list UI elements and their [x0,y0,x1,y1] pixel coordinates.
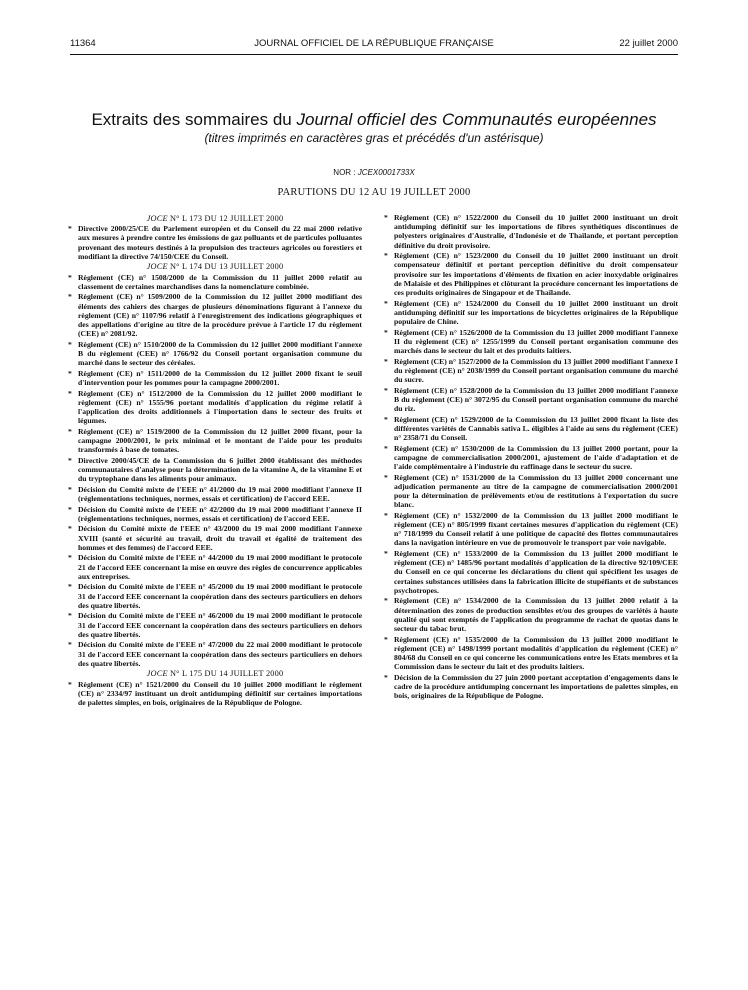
entry-text: Règlement (CE) n° 1510/2000 de la Commission du 12 juillet 2000 modifiant l'annexe B du règlement (CEE) n° 1766/92 du Conseil portant organisation commune du marché dans le secteur des céréales. [78,339,362,368]
entry-text: Règlement (CE) n° 1535/2000 de la Commission du 13 juillet 2000 modifiant le règlement (CE) n° 1498/1999 portant modalités d'application du règlement (CEE) n° 804/68 du Conseil en ce qui concerne les communications entre les Etats membres et la Commission dans le secteur du lait et des produits laitiers. [394,634,678,672]
entry-text: Règlement (CE) n° 1523/2000 du Conseil du 10 juillet 2000 instituant un droit compensateur définitif et portant perception définitive du droit compensateur provisoire sur les importations d'éléments de fixation en acier inoxydable originaires de Malaisie et des Philippines et clôturant la procédure concernant les importations de ces produits originaires de Singapour et de Thaïlande. [394,251,678,298]
page-header [70,38,678,54]
summary-entry [68,680,362,708]
title-prefix: Extraits des sommaires du [91,110,297,129]
asterisk-marker: * [384,251,388,261]
entry-text: Directive 2000/45/CE de la Commission du 6 juillet 2000 établissant des méthodes communautaires d'analyse pour la détermination de la vitamine A, de la vitamine E et du tryptophane dans les aliments pour animaux. [78,455,362,484]
joce-label: JOCE [146,262,168,272]
summary-entry [384,596,678,633]
asterisk-marker: * [68,582,72,592]
entry-text: Règlement (CE) n° 1529/2000 de la Commission du 13 juillet 2000 fixant la liste des différentes variétés de Cannabis sativa L. éligibles à l'aide au sens du règlement (CEE) n° 2358/71 du Conseil. [394,414,678,443]
summary-entry [384,444,678,472]
asterisk-marker: * [384,356,388,366]
asterisk-marker: * [384,634,388,644]
asterisk-marker: * [68,679,72,689]
asterisk-marker: * [68,504,72,514]
summary-entry [68,485,362,503]
asterisk-marker: * [68,224,72,234]
entry-text: Règlement (CE) n° 1524/2000 du Conseil du 10 juillet 2000 instituant un droit antidumping définitif sur les importations de bicyclettes originaires de la République populaire de Chine. [394,298,678,327]
summary-entry [384,386,678,414]
summary-entry [384,549,678,595]
summary-entry [68,505,362,523]
summary-entry [68,427,362,455]
asterisk-marker: * [68,524,72,534]
joce-section-heading [68,669,362,678]
asterisk-marker: * [68,272,72,282]
summary-entry [68,292,362,338]
asterisk-marker: * [384,298,388,308]
entry-text: Règlement (CE) n° 1528/2000 de la Commission du 13 juillet 2000 modifiant l'annexe B du règlement (CE) n° 3072/95 du Conseil portant organisation commune du marché du riz. [394,385,678,414]
journal-title: JOURNAL OFFICIEL DE LA RÉPUBLIQUE FRANÇAISE [254,38,494,49]
asterisk-marker: * [384,213,388,222]
summary-entry [68,611,362,639]
joce-issue: N° L 174 DU 13 JUILLET 2000 [167,262,284,272]
summary-entry [384,328,678,356]
summary-entry [68,273,362,291]
entry-text: Décision du Comité mixte de l'EEE n° 44/2000 du 19 mai 2000 modifiant le protocole 21 de l'accord EEE concernant la mise en œuvre des règles de concurrence applicables aux entreprises. [78,553,362,581]
title-italic: Journal officiel des Communautés européennes [296,110,657,129]
nor-code: JCEX0001733X [357,168,415,177]
asterisk-marker: * [68,368,72,378]
entry-text: Règlement (CE) n° 1527/2000 de la Commission du 13 juillet 2000 modifiant l'annexe I du règlement (CE) n° 2038/1999 du Conseil portant organisation commune du marché du sucre. [394,356,678,385]
page-subtitle: (titres imprimés en caractères gras et précédés d'un astérisque) [204,131,544,145]
asterisk-marker: * [384,596,388,606]
joce-issue: N° L 175 DU 14 JUILLET 2000 [167,669,284,679]
asterisk-marker: * [384,672,388,682]
asterisk-marker: * [68,553,72,563]
asterisk-marker: * [68,640,72,650]
summary-entry [384,473,678,510]
joce-label: JOCE [146,214,168,223]
entry-text: Décision du Comité mixte de l'EEE n° 47/2000 du 22 mai 2000 modifiant le protocole 31 de l'accord EEE concernant la coopération dans des secteurs particuliers en dehors des quatre libertés. [78,640,362,668]
right-column [384,213,678,702]
entry-text: Règlement (CE) n° 1530/2000 de la Commission du 13 juillet 2000 portant, pour la campagne de commercialisation 2000/2001, ajustement de l'aide d'adaptation et de l'aide complémentaire à l'industrie du raffinage dans le secteur du sucre. [394,443,678,472]
entry-text: Décision du Comité mixte de l'EEE n° 43/2000 du 19 mai 2000 modifiant l'annexe XVIII (santé et sécurité au travail, droit du travail et égalité de traitement des hommes et des femmes) de l'accord EEE. [78,524,362,552]
asterisk-marker: * [384,510,388,520]
asterisk-marker: * [68,292,72,302]
entry-text: Règlement (CE) n° 1532/2000 de la Commission du 13 juillet 2000 modifiant le règlement (CE) n° 805/1999 fixant certaines mesures d'application du règlement (CE) n° 718/1999 du Conseil relatif à une politique de capacité des flottes communautaires dans la navigation intérieure en vue de promouvoir le transport par voie navigable. [394,510,678,548]
entry-text: Règlement (CE) n° 1512/2000 de la Commission du 12 juillet 2000 modifiant le règlement (CE) n° 1555/96 portant modalités d'application du régime relatif à l'application des droits additionnels à l'importation dans le secteur des fruits et légumes. [78,388,362,426]
summary-entry [384,635,678,672]
entry-text: Règlement (CE) n° 1519/2000 de la Commission du 12 juillet 2000 fixant, pour la campagne 2000/2001, le prix minimal et le montant de l'aide pour les produits transformés à base de tomates. [78,426,362,455]
entry-text: Décision du Comité mixte de l'EEE n° 45/2000 du 19 mai 2000 modifiant le protocole 31 de l'accord EEE concernant la coopération dans des secteurs particuliers en dehors des quatre libertés. [78,582,362,610]
entry-text: Règlement (CE) n° 1521/2000 du Conseil du 10 juillet 2000 modifiant le règlement (CE) n° 2334/97 instituant un droit antidumping définitif sur certaines importations de palettes simples, en bois, originaires de la République de Pologne. [78,679,362,708]
asterisk-marker: * [68,484,72,494]
summary-entry [68,553,362,581]
asterisk-marker: * [384,549,388,559]
asterisk-marker: * [68,339,72,349]
summary-entry [68,582,362,610]
asterisk-marker: * [68,388,72,398]
summary-entry [384,415,678,443]
asterisk-marker: * [68,611,72,621]
summary-entry [384,213,678,250]
nor-label: NOR : [333,168,358,177]
left-column [68,213,362,709]
asterisk-marker: * [384,472,388,482]
summary-entry [384,251,678,297]
asterisk-marker: * [384,327,388,337]
joce-label: JOCE [146,669,168,679]
summary-entry [68,369,362,387]
entry-text: Règlement (CE) n° 1508/2000 de la Commission du 11 juillet 2000 relatif au classement de certaines marchandises dans la nomenclature combinée. [78,272,362,291]
entry-text: Règlement (CE) n° 1522/2000 du Conseil du 10 juillet 2000 instituant un droit antidumping définitif sur les importations de fibres synthétiques discontinues de polyesters originaires d'Australie, d'Indonésie et de Thaïlande, et portant perception définitive du droit provisoire. [394,213,678,250]
page-number: 11364 [70,38,96,49]
entry-text: Décision du Comité mixte de l'EEE n° 41/2000 du 19 mai 2000 modifiant l'annexe II (réglementations techniques, normes, essais et certification) de l'accord EEE. [78,484,362,504]
joce-section-heading [68,262,362,271]
entry-text: Directive 2000/25/CE du Parlement européen et du Conseil du 22 mai 2000 relative aux mesures à prendre contre les émissions de gaz polluants et de particules polluantes provenant des moteurs destinés à la propulsion des tracteurs agricoles ou forestiers et modifiant la directive 74/150/CEE du Conseil. [78,224,362,261]
issue-date: 22 juillet 2000 [619,38,678,49]
page-title [0,110,748,130]
asterisk-marker: * [68,455,72,465]
summary-entry [384,357,678,385]
summary-entry [68,340,362,368]
entry-text: Règlement (CE) n° 1533/2000 de la Commission du 13 juillet 2000 modifiant le règlement (CE) n° 1485/96 portant modalités d'application de la directive 92/109/CEE du Conseil en ce qui concerne les déclarations du client qui spécifient les usages de certaines substances utilisées dans la fabrication illicite de stupéfiants et de substances psychotropes. [394,549,678,595]
entry-text: Décision de la Commission du 27 juin 2000 portant acceptation d'engagements dans le cadre de la procédure antidumping concernant les importations de palettes simples, en bois, originaires de la République de Pologne. [394,672,678,701]
summary-entry [68,524,362,552]
entry-text: Règlement (CE) n° 1511/2000 de la Commission du 12 juillet 2000 fixant le seuil d'intervention pour les pommes pour la campagne 2000/2001. [78,368,362,388]
summary-entry [68,456,362,484]
asterisk-marker: * [384,443,388,453]
entry-text: Décision du Comité mixte de l'EEE n° 46/2000 du 19 mai 2000 modifiant le protocole 31 de l'accord EEE concernant la coopération dans des secteurs particuliers en dehors des quatre libertés. [78,611,362,639]
entry-text: Règlement (CE) n° 1509/2000 de la Commission du 12 juillet 2000 modifiant des éléments des cahiers des charges de plusieurs dénominations figurant à l'annexe du règlement (CE) n° 1107/96 relatif à l'enregistrement des indications géographiques et des appellations d'origine au titre de la procédure prévue à l'article 17 du règlement (CEE) n° 2081/92. [78,292,362,339]
entry-text: Règlement (CE) n° 1531/2000 de la Commission du 13 juillet 2000 concernant une adjudication permanente au titre de la campagne de commercialisation 2000/2001 pour la détermination de prélèvements et/ou de restitutions à l'exportation du sucre blanc. [394,472,678,510]
header-rule [70,54,678,55]
joce-section-heading [68,214,362,223]
asterisk-marker: * [384,385,388,395]
summary-entry [384,299,678,327]
nor-reference [0,168,748,177]
asterisk-marker: * [68,426,72,436]
summary-entry [384,511,678,548]
summary-entry [68,224,362,261]
summary-entry [68,640,362,668]
summary-entry [384,673,678,701]
joce-issue: N° L 173 DU 12 JUILLET 2000 [167,214,284,223]
entry-text: Règlement (CE) n° 1534/2000 de la Commission du 13 juillet 2000 relatif à la détermination des zones de production sensibles et/ou des groupes de variétés à haute qualité qui sont exemptés de l'application du programme de rachat de quotas dans le secteur du tabac brut. [394,596,678,634]
parutions-heading: PARUTIONS DU 12 AU 19 JUILLET 2000 [277,187,471,198]
entry-text: Règlement (CE) n° 1526/2000 de la Commission du 13 juillet 2000 modifiant l'annexe II du règlement (CE) n° 1255/1999 du Conseil portant organisation commune des marchés dans le secteur du lait et des produits laitiers. [394,327,678,356]
asterisk-marker: * [384,414,388,424]
summary-entry [68,389,362,426]
entry-text: Décision du Comité mixte de l'EEE n° 42/2000 du 19 mai 2000 modifiant l'annexe II (réglementations techniques, normes, essais et certification) de l'accord EEE. [78,504,362,523]
